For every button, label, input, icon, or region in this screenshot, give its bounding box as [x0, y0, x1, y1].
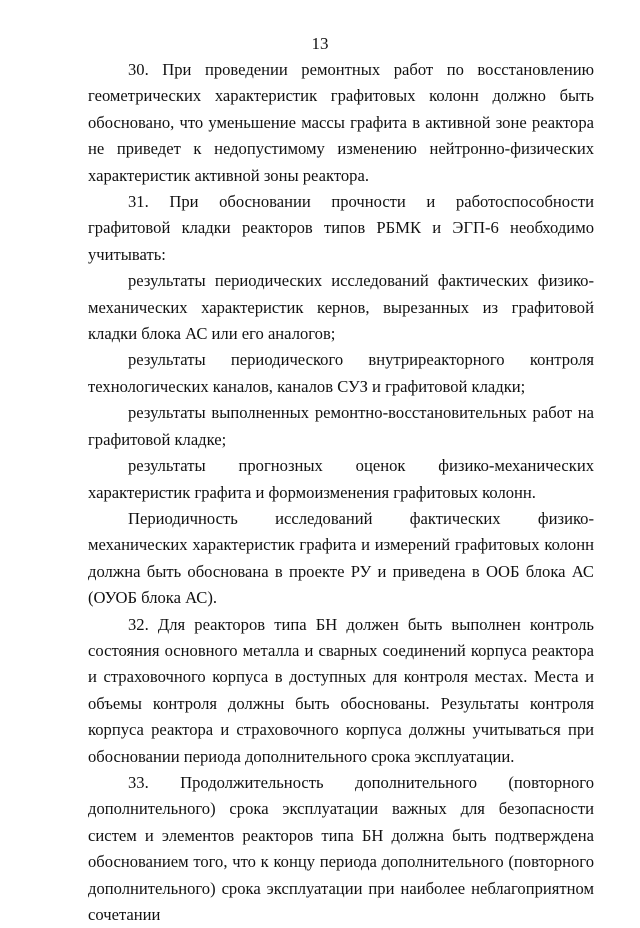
document-body [88, 57, 594, 928]
paragraph-30: 30. При проведении ремонтных работ по восстановлению геометрических характеристик графитовых колонн должно быть обосновано, что уменьшение массы графита в активной зоне реактора не приведет к недопустимому изменению нейтронно-физических характеристик активной зоны реактора. [88, 60, 594, 185]
list-item-forecast-estimates: результаты прогнозных оценок физико-механических характеристик графита и формоизменения графитовых колонн. [88, 456, 594, 502]
paragraph-periodicity: Периодичность исследований фактических физико-механических характеристик графита и измерений графитовых колонн должна быть обоснована в проекте РУ и приведена в ООБ блока АС (ОУОБ блока АС). [88, 508, 594, 608]
page-number: 13 [311, 34, 329, 53]
list-item-core-tests: результаты периодических исследований фактических физико-механических характеристик кернов, вырезанных из графитовой кладки блока АС или его аналогов; [88, 271, 594, 344]
list-item-repair-works: результаты выполненных ремонтно-восстановительных работ на графитовой кладке; [88, 403, 594, 449]
list-item-in-reactor-control: результаты периодического внутриреакторного контроля технологических каналов, каналов СУЗ и графитовой кладки; [88, 350, 594, 396]
paragraph-33: 33. Продолжительность дополнительного (повторного дополнительного) срока эксплуатации важных для безопасности систем и элементов реакторов типа БН должна быть подтверждена обоснованием того, что к концу периода дополнительного (повторного дополнительного) срока эксплуатации при наиболее неблагоприятном сочетании [88, 772, 594, 924]
paragraph-32: 32. Для реакторов типа БН должен быть выполнен контроль состояния основного металла и сварных соединений корпуса реактора и страховочного корпуса в доступных для контроля местах. Места и объемы контроля должны быть обоснованы. Результаты контроля корпуса реактора и страховочного корпуса должны учитываться при обосновании периода дополнительного срока эксплуатации. [88, 614, 594, 766]
paragraph-31: 31. При обосновании прочности и работоспособности графитовой кладки реакторов типов РБМК и ЭГП-6 необходимо учитывать: [88, 192, 594, 264]
